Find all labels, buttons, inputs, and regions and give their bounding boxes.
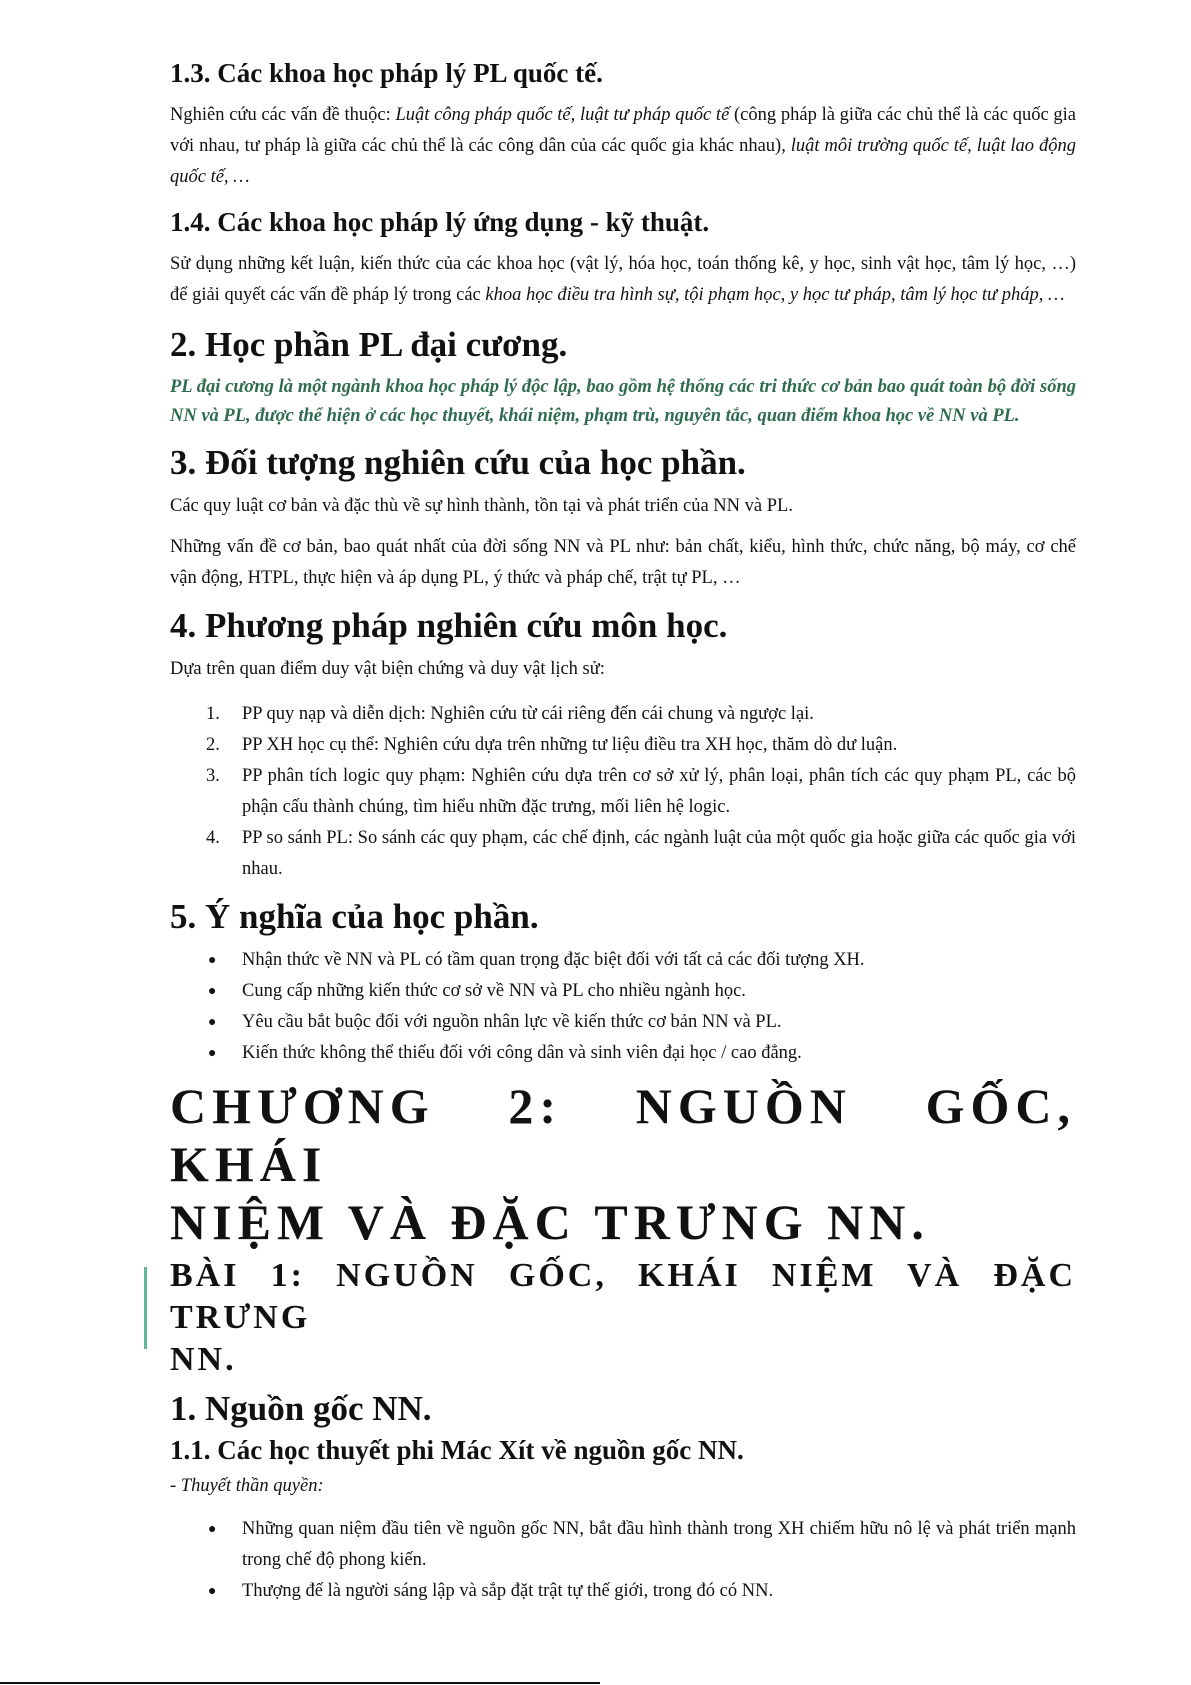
section-4-heading: 4. Phương pháp nghiên cứu môn học. (170, 606, 728, 645)
list-item: ● Những quan niệm đầu tiên về nguồn gốc NN, bắt đầu hình thành trong XH chiếm hữu nô lệ và phát triển mạnh trong chế độ phong kiến. (170, 1514, 1076, 1576)
significance-list (170, 945, 1076, 1069)
lesson-block (170, 1255, 1076, 1381)
bullet-icon: ● (208, 1584, 217, 1599)
list-item: ● Thượng đế là người sáng lập và sắp đặt trật tự thế giới, trong đó có NN. (170, 1576, 1076, 1607)
section-3-paragraph-1: Các quy luật cơ bản và đặc thù về sự hình thành, tồn tại và phát triển của NN và PL. (170, 496, 793, 516)
lesson-accent-bar (144, 1267, 147, 1349)
list-item: ● Nhận thức về NN và PL có tầm quan trọng đặc biệt đối với tất cả các đối tượng XH. (170, 945, 1076, 976)
list-item: ● Yêu cầu bắt buộc đối với nguồn nhân lực về kiến thức cơ bản NN và PL. (170, 1007, 1076, 1038)
list-item: ● Kiến thức không thể thiếu đối với công dân và sinh viên đại học / cao đẳng. (170, 1038, 1076, 1069)
section-1-3-heading: 1.3. Các khoa học pháp lý PL quốc tế. (170, 58, 603, 88)
list-item: 3. PP phân tích logic quy phạm: Nghiên cứu dựa trên cơ sở xử lý, phân loại, phân tích các quy phạm PL, các bộ phận cấu thành chúng, tìm hiểu nhữn đặc trưng, mối liên hệ logic. (206, 766, 1076, 817)
list-item: 1. PP quy nạp và diễn dịch: Nghiên cứu từ cái riêng đến cái chung và ngược lại. (206, 704, 814, 724)
chapter-heading: CHƯƠNG 2: NGUỒN GỐC, KHÁI NIỆM VÀ ĐẶC TRƯNG NN. (170, 1078, 1076, 1250)
section-5-heading: 5. Ý nghĩa của học phần. (170, 897, 539, 936)
section-3-paragraph-2: Những vấn đề cơ bản, bao quát nhất của đời sống NN và PL như: bản chất, kiểu, hình thức, chức năng, bộ máy, cơ chế vận động, HTPL, thực hiện và áp dụng PL, ý thức và pháp chế, trật tự PL, … (170, 537, 1076, 588)
bullet-icon: ● (208, 1522, 217, 1537)
lesson-heading: BÀI 1: NGUỒN GỐC, KHÁI NIỆM VÀ ĐẶC TRƯNG NN. (170, 1257, 1076, 1378)
list-item: 2. PP XH học cụ thể: Nghiên cứu dựa trên những tư liệu điều tra XH học, thăm dò dư luận. (206, 735, 898, 755)
bullet-icon: ● (208, 1046, 217, 1061)
list-item: 4. PP so sánh PL: So sánh các quy phạm, các chế định, các ngành luật của một quốc gia hoặc giữa các quốc gia với nhau. (206, 828, 1076, 879)
list-item: ● Cung cấp những kiến thức cơ sở về NN và PL cho nhiều ngành học. (170, 976, 1076, 1007)
document-page (170, 56, 1076, 1607)
section-2-definition: PL đại cương là một ngành khoa học pháp lý độc lập, bao gồm hệ thống các tri thức cơ bản bao quát toàn bộ đời sống NN và PL, được thể hiện ở các học thuyết, khái niệm, phạm trù, nguyên tắc, quan điểm khoa học về NN và PL. (170, 377, 1076, 426)
section-2-heading: 2. Học phần PL đại cương. (170, 325, 568, 364)
section-1-4-heading: 1.4. Các khoa học pháp lý ứng dụng - kỹ thuật. (170, 207, 710, 237)
section-1-3-paragraph: Nghiên cứu các vấn đề thuộc: Luật công pháp quốc tế, luật tư pháp quốc tế (công pháp là giữa các chủ thể là các quốc gia với nhau, tư pháp là giữa các chủ thể là các công dân của các quốc gia khác nhau), luật môi trường quốc tế, luật lao động quốc tế, … (170, 105, 1076, 187)
bullet-icon: ● (208, 1015, 217, 1030)
section-4-intro: Dựa trên quan điểm duy vật biện chứng và duy vật lịch sử: (170, 659, 605, 679)
bullet-icon: ● (208, 953, 217, 968)
chapter-section-1-1-heading: 1.1. Các học thuyết phi Mác Xít về nguồn gốc NN. (170, 1435, 744, 1465)
chapter-section-1-heading: 1. Nguồn gốc NN. (170, 1389, 432, 1428)
section-1-4-paragraph: Sử dụng những kết luận, kiến thức của các khoa học (vật lý, hóa học, toán thống kê, y học, sinh vật học, tâm lý học, …) để giải quyết các vấn đề pháp lý trong các khoa học điều tra hình sự, tội phạm học, y học tư pháp, tâm lý học tư pháp, … (170, 254, 1076, 305)
section-3-heading: 3. Đối tượng nghiên cứu của học phần. (170, 443, 746, 482)
theory-label: - Thuyết thần quyền: (170, 1476, 324, 1496)
bullet-icon: ● (208, 984, 217, 999)
methods-list (170, 699, 1076, 885)
page-footer-rule (0, 1682, 600, 1684)
theory-list (170, 1514, 1076, 1607)
